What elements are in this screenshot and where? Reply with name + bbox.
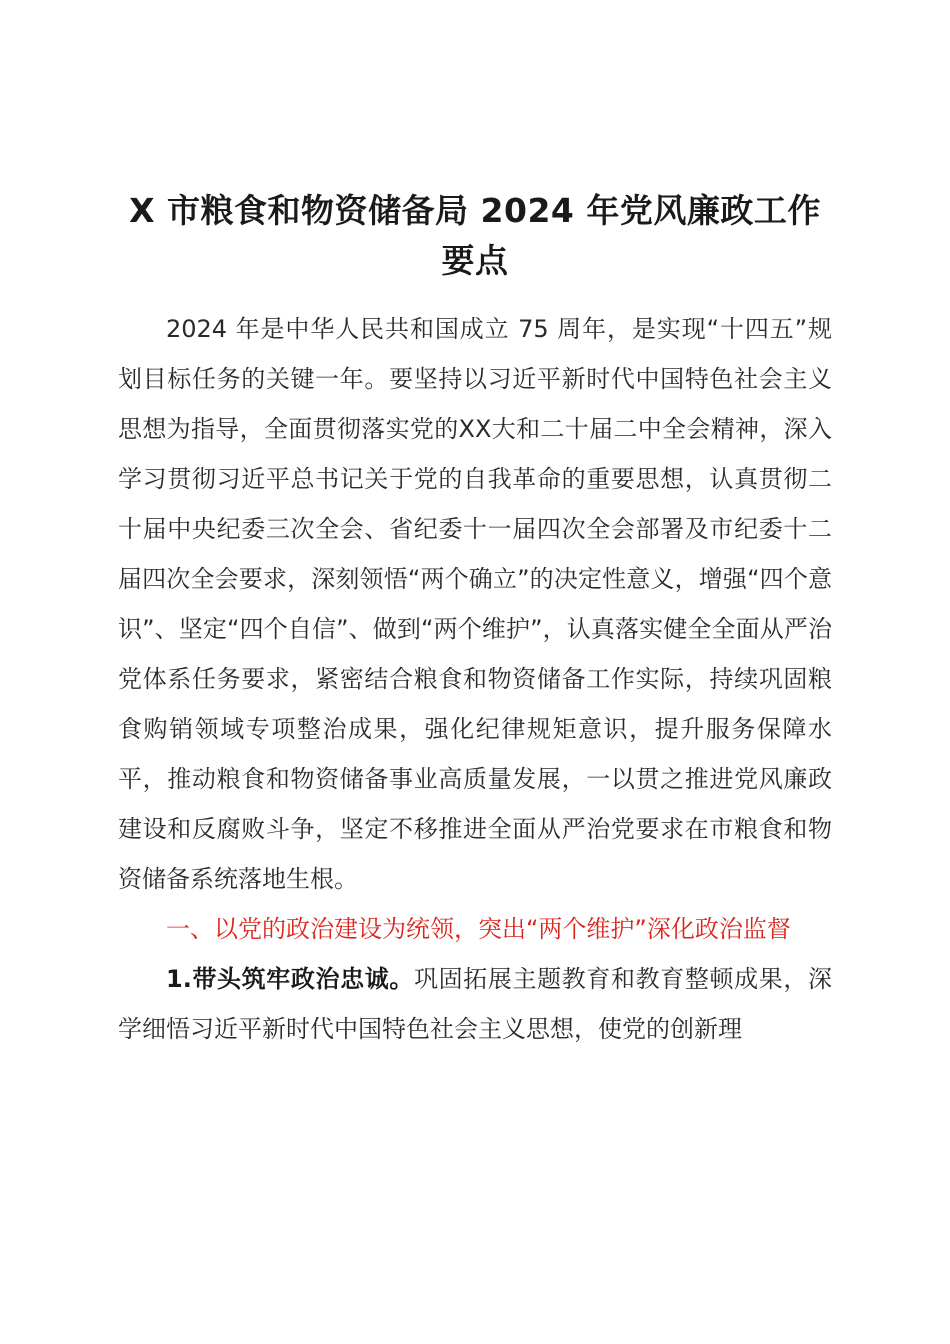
intro-paragraph: 2024 年是中华人民共和国成立 75 周年，是实现“十四五”规划目标任务的关键一年。要坚持以习近平新时代中国特色社会主义思想为指导，全面贯彻落实党的XX大和二十届二中全会精神，深入学习贯彻习近平总书记关于党的自我革命的重要思想，认真贯彻二十届中央纪委三次全会、省纪委十一届四次全会部署及市纪委十二届四次全会要求，深刻领悟“两个确立”的决定性意义，增强“四个意识”、坚定“四个自信”、做到“两个维护”，认真落实健全全面从严治党体系任务要求，紧密结合粮食和物资储备工作实际，持续巩固粮食购销领域专项整治成果，强化纪律规矩意识，提升服务保障水平，推动粮食和物资储备事业高质量发展，一以贯之推进党风廉政建设和反腐败斗争，坚定不移推进全面从严治党要求在市粮食和物资储备系统落地生根。 [118,315,832,893]
item-lead: 1.带头筑牢政治忠诚。 [166,965,415,993]
document-body [118,304,832,1054]
item-paragraph [118,954,832,1054]
document-title: X 市粮食和物资储备局 2024 年党风廉政工作要点 [129,191,821,280]
item-text: 巩固拓展主题教育和教育整顿成果，深学细悟习近平新时代中国特色社会主义思想，使党的创新理 [118,965,832,1043]
section-heading: 一、以党的政治建设为统领，突出“两个维护”深化政治监督 [166,915,791,943]
